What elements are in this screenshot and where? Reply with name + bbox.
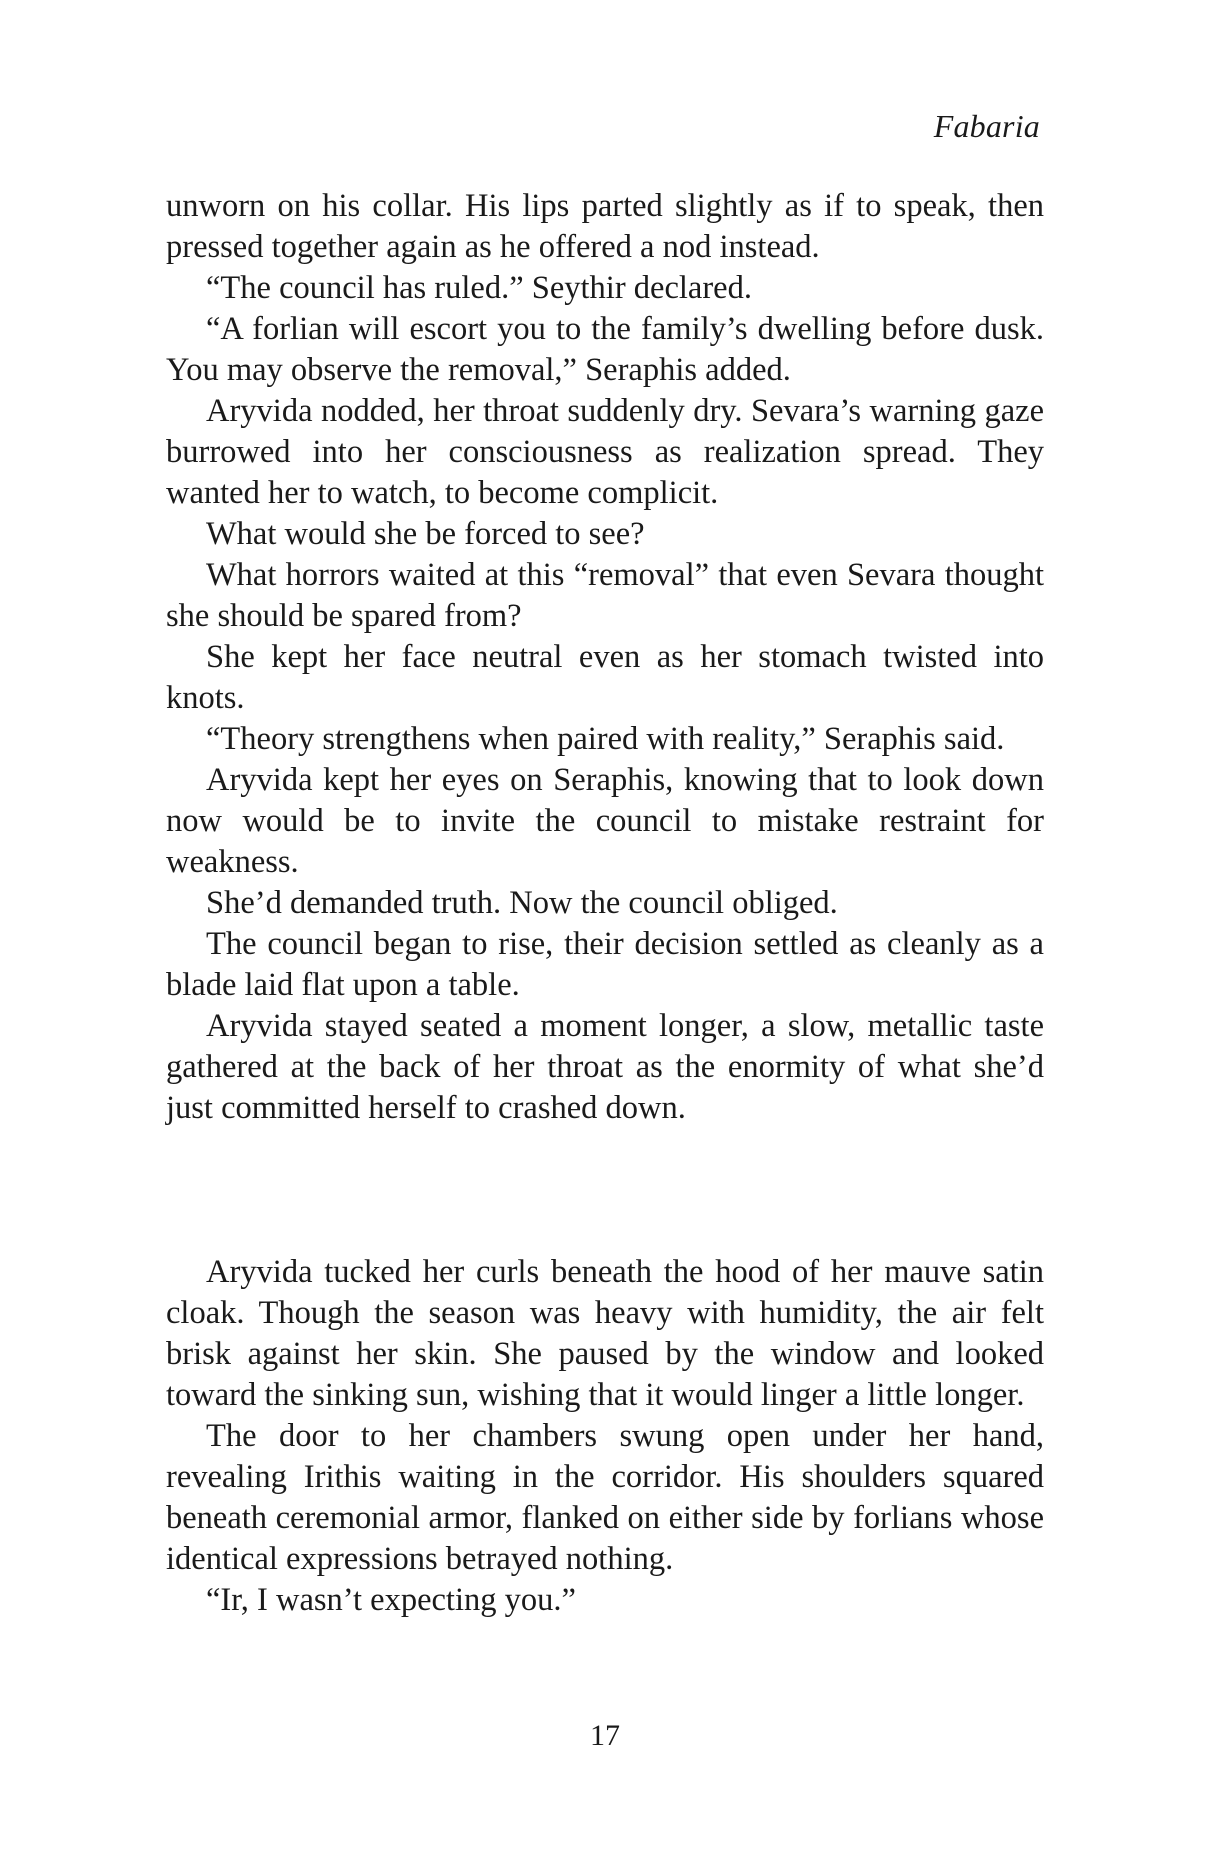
paragraph: “Theory strengthens when paired with reality,” Seraphis said. — [206, 721, 1005, 757]
running-header-title: Fabaria — [933, 108, 1040, 144]
section-1-body — [166, 186, 1044, 1129]
paragraph: The council began to rise, their decision settled as cleanly as a blade laid flat upon a table. — [166, 926, 1044, 1003]
paragraph: The door to her chambers swung open under her hand, revealing Irithis waiting in the corridor. His shoulders squared beneath ceremonial armor, flanked on either side by forlians whose identical expressions betrayed nothing. — [166, 1418, 1044, 1577]
paragraph: What would she be forced to see? — [206, 516, 645, 552]
paragraph: She kept her face neutral even as her stomach twisted into knots. — [166, 639, 1044, 716]
paragraph: She’d demanded truth. Now the council obliged. — [206, 885, 838, 921]
paragraph: unworn on his collar. His lips parted slightly as if to speak, then pressed together again as he offered a nod instead. — [166, 188, 1044, 265]
paragraph: Aryvida nodded, her throat suddenly dry. Sevara’s warning gaze burrowed into her consciousness as realization spread. They wanted her to watch, to become complicit. — [166, 393, 1044, 511]
page-number: 17 — [590, 1719, 620, 1752]
paragraph: “The council has ruled.” Seythir declared. — [206, 270, 752, 306]
section-2-body — [166, 1252, 1044, 1621]
paragraph: Aryvida stayed seated a moment longer, a slow, metallic taste gathered at the back of her throat as the enormity of what she’d just committed herself to crashed down. — [166, 1008, 1044, 1126]
paragraph: Aryvida kept her eyes on Seraphis, knowing that to look down now would be to invite the council to mistake restraint for weakness. — [166, 762, 1044, 880]
paragraph: Aryvida tucked her curls beneath the hood of her mauve satin cloak. Though the season was heavy with humidity, the air felt brisk against her skin. She paused by the window and looked toward the sinking sun, wishing that it would linger a little longer. — [166, 1254, 1044, 1413]
paragraph: “Ir, I wasn’t expecting you.” — [206, 1582, 576, 1618]
paragraph: What horrors waited at this “removal” that even Sevara thought she should be spared from? — [166, 557, 1044, 634]
paragraph: “A forlian will escort you to the family’s dwelling before dusk. You may observe the removal,” Seraphis added. — [166, 311, 1044, 388]
